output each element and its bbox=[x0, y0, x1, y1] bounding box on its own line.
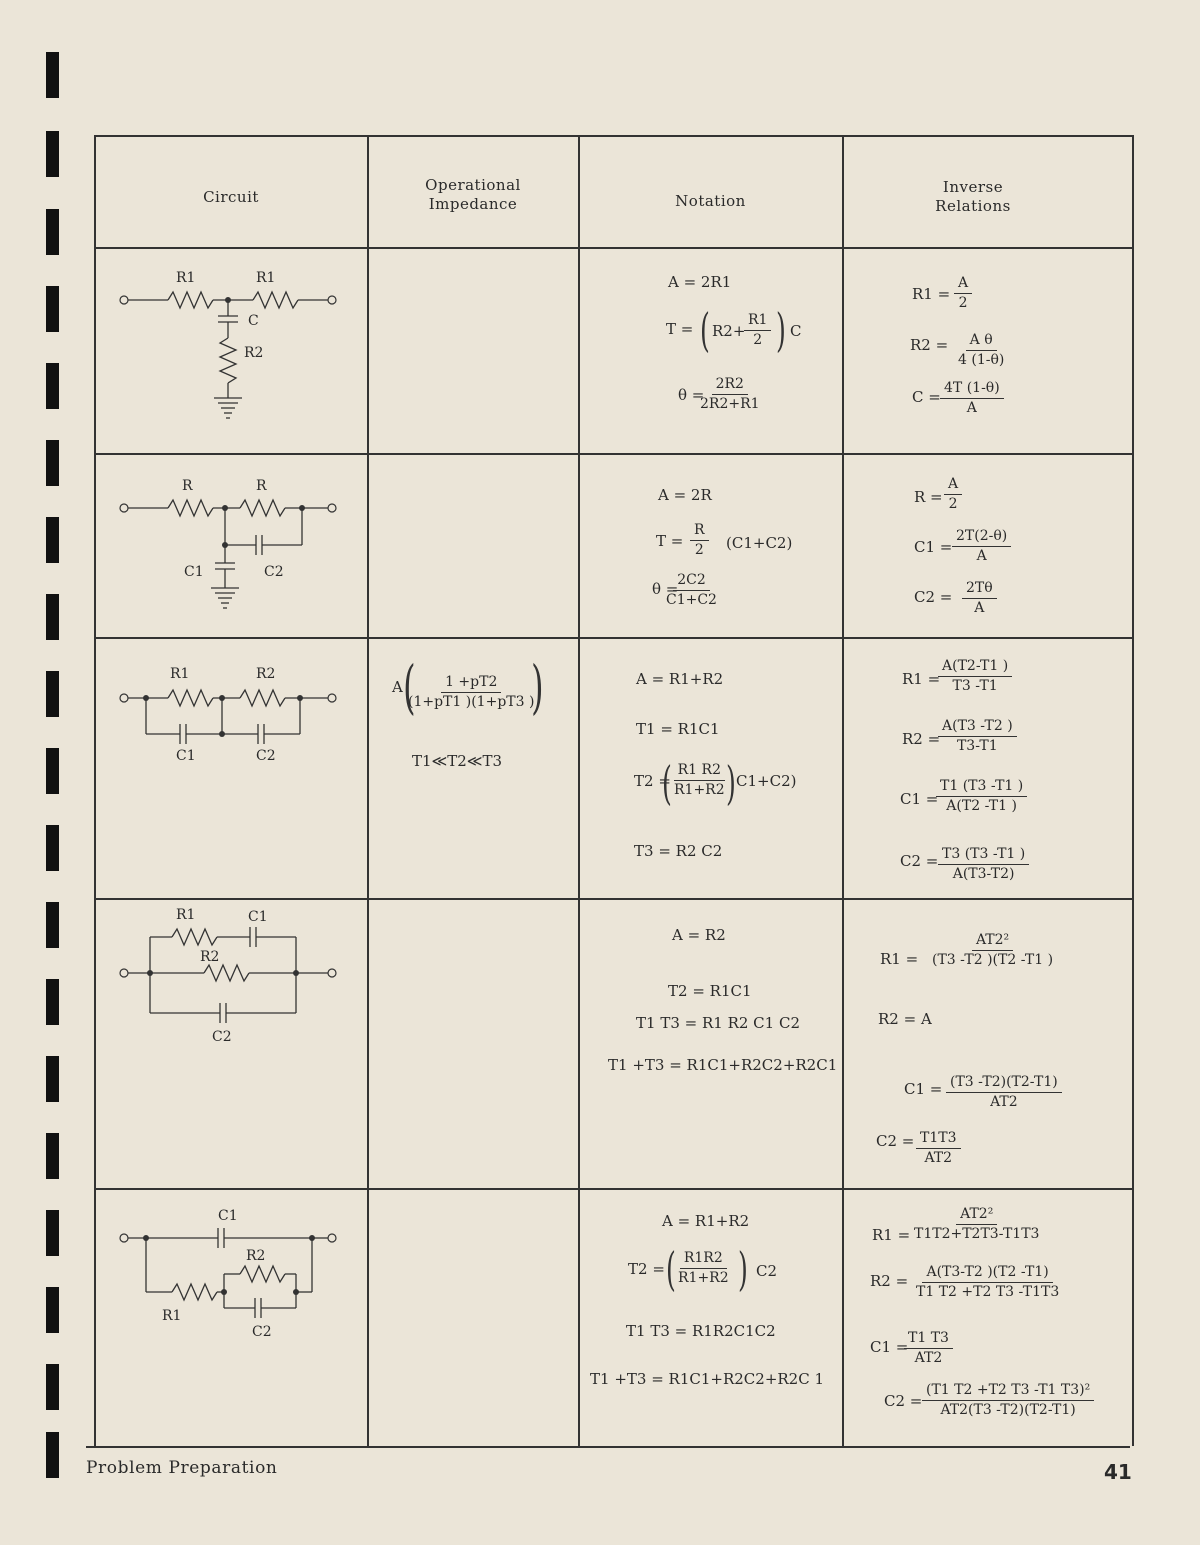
header-circuit: Circuit bbox=[203, 188, 259, 206]
notation-5-sum: T1 +T3 = R1C1+R2C2+R2C 1 bbox=[590, 1370, 825, 1388]
header-impedance-line2: Impedance bbox=[428, 195, 518, 213]
r1-den: T3 -T1 bbox=[952, 678, 998, 694]
c1-den: AT2 bbox=[914, 1350, 943, 1366]
label-c2: C2 bbox=[252, 1324, 272, 1340]
inverse-5-r1-frac bbox=[910, 1206, 1043, 1243]
page-number: 41 bbox=[1104, 1460, 1132, 1484]
inverse-4-r1-frac bbox=[928, 932, 1057, 969]
notation-3-t2-prefix: T2 = bbox=[634, 772, 671, 790]
theta-den: C1+C2 bbox=[666, 592, 717, 608]
theta-den: 2R2+R1 bbox=[700, 396, 760, 412]
c1-den: A(T2 -T1 ) bbox=[946, 798, 1017, 814]
inverse-3-r2-frac bbox=[938, 718, 1017, 755]
notation-2-a: A = 2R bbox=[658, 486, 712, 504]
inverse-3-c2-prefix: C2 = bbox=[900, 852, 939, 870]
label-r1-right: R1 bbox=[256, 270, 276, 286]
c2-num: (T1 T2 +T2 T3 -T1 T3)² bbox=[922, 1382, 1094, 1401]
inverse-1-r1-prefix: R1 = bbox=[912, 285, 951, 303]
notation-4-t2: T2 = R1C1 bbox=[668, 982, 752, 1000]
theta-num: 2C2 bbox=[673, 572, 710, 591]
notation-1-t-frac bbox=[744, 312, 771, 349]
r1-den: (T3 -T2 )(T2 -T1 ) bbox=[932, 952, 1054, 968]
impedance-den: (1+pT1 )(1+pT3 ) bbox=[408, 694, 535, 710]
inverse-1-r1-frac bbox=[954, 275, 972, 312]
c2-den: A(T3-T2) bbox=[952, 866, 1015, 882]
notation-2-theta-frac bbox=[662, 572, 721, 609]
circuit-diagram-1 bbox=[110, 262, 350, 432]
notation-2-t-suffix: (C1+C2) bbox=[726, 534, 793, 552]
notation-3-t2-frac bbox=[670, 762, 729, 799]
header-notation: Notation bbox=[675, 192, 746, 210]
inverse-3-c2-frac bbox=[938, 846, 1029, 883]
header-inverse-line2: Relations bbox=[935, 197, 1011, 215]
paren-open: ( bbox=[666, 1242, 676, 1296]
c2-den: AT2 bbox=[924, 1150, 953, 1166]
notation-5-t2-frac bbox=[674, 1250, 733, 1287]
inverse-2-c1-prefix: C1 = bbox=[914, 538, 953, 556]
notation-1-t-inner: R2+ bbox=[712, 322, 746, 340]
c1-num: T1 (T3 -T1 ) bbox=[936, 778, 1027, 797]
notation-5-t1t3: T1 T3 = R1R2C1C2 bbox=[626, 1322, 776, 1340]
label-r-left: R bbox=[182, 478, 193, 494]
header-inverse bbox=[843, 178, 1103, 216]
paren-close: ) bbox=[738, 1242, 748, 1296]
c1-num: T1 T3 bbox=[904, 1330, 953, 1349]
label-r1: R1 bbox=[170, 666, 190, 682]
circuit-diagram-3 bbox=[110, 660, 350, 780]
inverse-5-c1-prefix: C1 = bbox=[870, 1338, 909, 1356]
r1-num: AT2² bbox=[972, 932, 1013, 951]
label-c1: C1 bbox=[248, 909, 268, 925]
label-c1: C1 bbox=[176, 748, 196, 764]
header-impedance-line1: Operational bbox=[425, 176, 521, 194]
notation-4-a: A = R2 bbox=[672, 926, 726, 944]
inverse-5-r2-prefix: R2 = bbox=[870, 1272, 909, 1290]
c2-num: 2Tθ bbox=[962, 580, 997, 599]
impedance-num: 1 +pT2 bbox=[441, 674, 501, 693]
inverse-2-c2-frac bbox=[962, 580, 997, 617]
notation-1-t-prefix: T = bbox=[666, 320, 694, 338]
label-r1-left: R1 bbox=[176, 270, 196, 286]
notation-1-theta-frac bbox=[696, 376, 764, 413]
r1-num: AT2² bbox=[956, 1206, 997, 1225]
notation-2-t-frac bbox=[690, 522, 709, 559]
impedance-3-frac bbox=[404, 674, 538, 711]
theta-num: 2R2 bbox=[712, 376, 748, 395]
paren-close: ) bbox=[776, 303, 786, 357]
inverse-4-c2-frac bbox=[916, 1130, 961, 1167]
inverse-5-c2-prefix: C2 = bbox=[884, 1392, 923, 1410]
label-c1: C1 bbox=[218, 1208, 238, 1224]
inverse-5-c1-frac bbox=[904, 1330, 953, 1367]
notation-2-theta-prefix: θ = bbox=[652, 580, 679, 598]
impedance-3-prefix: A bbox=[392, 678, 403, 696]
t-frac-den: 2 bbox=[753, 332, 763, 348]
inverse-5-r1-prefix: R1 = bbox=[872, 1226, 911, 1244]
r1-den: 2 bbox=[958, 295, 968, 311]
paren-close: ) bbox=[726, 756, 736, 810]
notation-2-t-prefix: T = bbox=[656, 532, 684, 550]
notation-4-t1t3: T1 T3 = R1 R2 C1 C2 bbox=[636, 1014, 800, 1032]
c-den: A bbox=[966, 400, 977, 416]
circuit-diagram-5 bbox=[110, 1200, 350, 1350]
c1-den: A bbox=[976, 548, 987, 564]
inverse-4-r1-prefix: R1 = bbox=[880, 950, 919, 968]
inverse-3-r1-frac bbox=[938, 658, 1012, 695]
inverse-2-r-prefix: R = bbox=[914, 488, 943, 506]
notation-4-sum: T1 +T3 = R1C1+R2C2+R2C1 bbox=[608, 1056, 838, 1074]
label-r2: R2 bbox=[256, 666, 276, 682]
inverse-4-r2: R2 = A bbox=[878, 1010, 932, 1028]
c2-num: T1T3 bbox=[916, 1130, 961, 1149]
label-r2: R2 bbox=[200, 949, 220, 965]
circuit-diagram-4 bbox=[110, 905, 350, 1045]
r2-den: T1 T2 +T2 T3 -T1T3 bbox=[916, 1284, 1060, 1300]
label-r1: R1 bbox=[176, 907, 196, 923]
r1-num: A bbox=[954, 275, 972, 294]
label-c2: C2 bbox=[256, 748, 276, 764]
t2-num: R1 R2 bbox=[674, 762, 725, 781]
notation-3-t3: T3 = R2 C2 bbox=[634, 842, 723, 860]
label-c2: C2 bbox=[212, 1029, 232, 1045]
paren-close: ) bbox=[531, 653, 544, 721]
inverse-1-c-prefix: C = bbox=[912, 388, 941, 406]
t-den: 2 bbox=[694, 542, 704, 558]
inverse-3-c1-frac bbox=[936, 778, 1027, 815]
notation-1-t-suffix: C bbox=[790, 322, 802, 340]
paren-open: ( bbox=[662, 756, 672, 810]
notation-5-t2-suffix: C2 bbox=[756, 1262, 778, 1280]
r2-num: A(T3-T2 )(T2 -T1) bbox=[922, 1264, 1052, 1283]
inverse-3-c1-prefix: C1 = bbox=[900, 790, 939, 808]
header-impedance bbox=[368, 176, 578, 214]
notation-1-theta-prefix: θ = bbox=[678, 386, 705, 404]
r2-den: 4 (1-θ) bbox=[958, 352, 1005, 368]
inverse-5-c2-frac bbox=[922, 1382, 1094, 1419]
t2-num: R1R2 bbox=[680, 1250, 727, 1269]
notation-3-t1: T1 = R1C1 bbox=[636, 720, 720, 738]
inverse-3-r1-prefix: R1 = bbox=[902, 670, 941, 688]
r-num: A bbox=[944, 476, 962, 495]
inverse-1-r2-prefix: R2 = bbox=[910, 336, 949, 354]
inverse-2-c2-prefix: C2 = bbox=[914, 588, 953, 606]
label-c: C bbox=[248, 313, 259, 329]
notation-3-a: A = R1+R2 bbox=[636, 670, 724, 688]
c2-num: T3 (T3 -T1 ) bbox=[938, 846, 1029, 865]
notation-3-t2-suffix: C1+C2) bbox=[736, 772, 797, 790]
inverse-4-c1-frac bbox=[946, 1074, 1062, 1111]
footer-section-title: Problem Preparation bbox=[86, 1458, 278, 1478]
c1-den: AT2 bbox=[990, 1094, 1018, 1110]
r1-den: T1T2+T2T3-T1T3 bbox=[914, 1226, 1040, 1242]
inverse-1-c-frac bbox=[940, 380, 1004, 417]
label-r2: R2 bbox=[246, 1248, 266, 1264]
c1-num: 2T(2-θ) bbox=[952, 528, 1011, 547]
inverse-2-c1-frac bbox=[952, 528, 1011, 565]
paren-open: ( bbox=[403, 653, 416, 721]
header-inverse-line1: Inverse bbox=[942, 178, 1004, 196]
notation-5-a: A = R1+R2 bbox=[662, 1212, 750, 1230]
c1-num: (T3 -T2)(T2-T1) bbox=[946, 1074, 1062, 1093]
r2-num: A(T3 -T2 ) bbox=[938, 718, 1017, 737]
inverse-4-c2-prefix: C2 = bbox=[876, 1132, 915, 1150]
notation-5-t2-prefix: T2 = bbox=[628, 1260, 665, 1278]
inverse-5-r2-frac bbox=[912, 1264, 1063, 1301]
notation-1-a: A = 2R1 bbox=[668, 273, 732, 291]
r2-den: T3-T1 bbox=[956, 738, 998, 754]
t-num: R bbox=[690, 522, 709, 541]
label-r1: R1 bbox=[162, 1308, 182, 1324]
label-c2: C2 bbox=[264, 564, 284, 580]
r1-num: A(T2-T1 ) bbox=[938, 658, 1012, 677]
t2-den: R1+R2 bbox=[678, 1270, 729, 1286]
c-num: 4T (1-θ) bbox=[940, 380, 1004, 399]
c2-den: AT2(T3 -T2)(T2-T1) bbox=[940, 1402, 1076, 1418]
label-r-right: R bbox=[256, 478, 267, 494]
inverse-3-r2-prefix: R2 = bbox=[902, 730, 941, 748]
impedance-3-condition: T1≪T2≪T3 bbox=[412, 752, 503, 770]
inverse-2-r-frac bbox=[944, 476, 962, 513]
inverse-4-c1-prefix: C1 = bbox=[904, 1080, 943, 1098]
paren-open: ( bbox=[700, 303, 710, 357]
t-frac-num: R1 bbox=[744, 312, 771, 331]
r2-num: A θ bbox=[966, 332, 997, 351]
t2-den: R1+R2 bbox=[674, 782, 725, 798]
inverse-1-r2-frac bbox=[954, 332, 1008, 369]
c2-den: A bbox=[974, 600, 985, 616]
label-r2: R2 bbox=[244, 345, 264, 361]
circuit-diagram-2 bbox=[110, 470, 350, 625]
r-den: 2 bbox=[948, 496, 958, 512]
label-c1: C1 bbox=[184, 564, 204, 580]
